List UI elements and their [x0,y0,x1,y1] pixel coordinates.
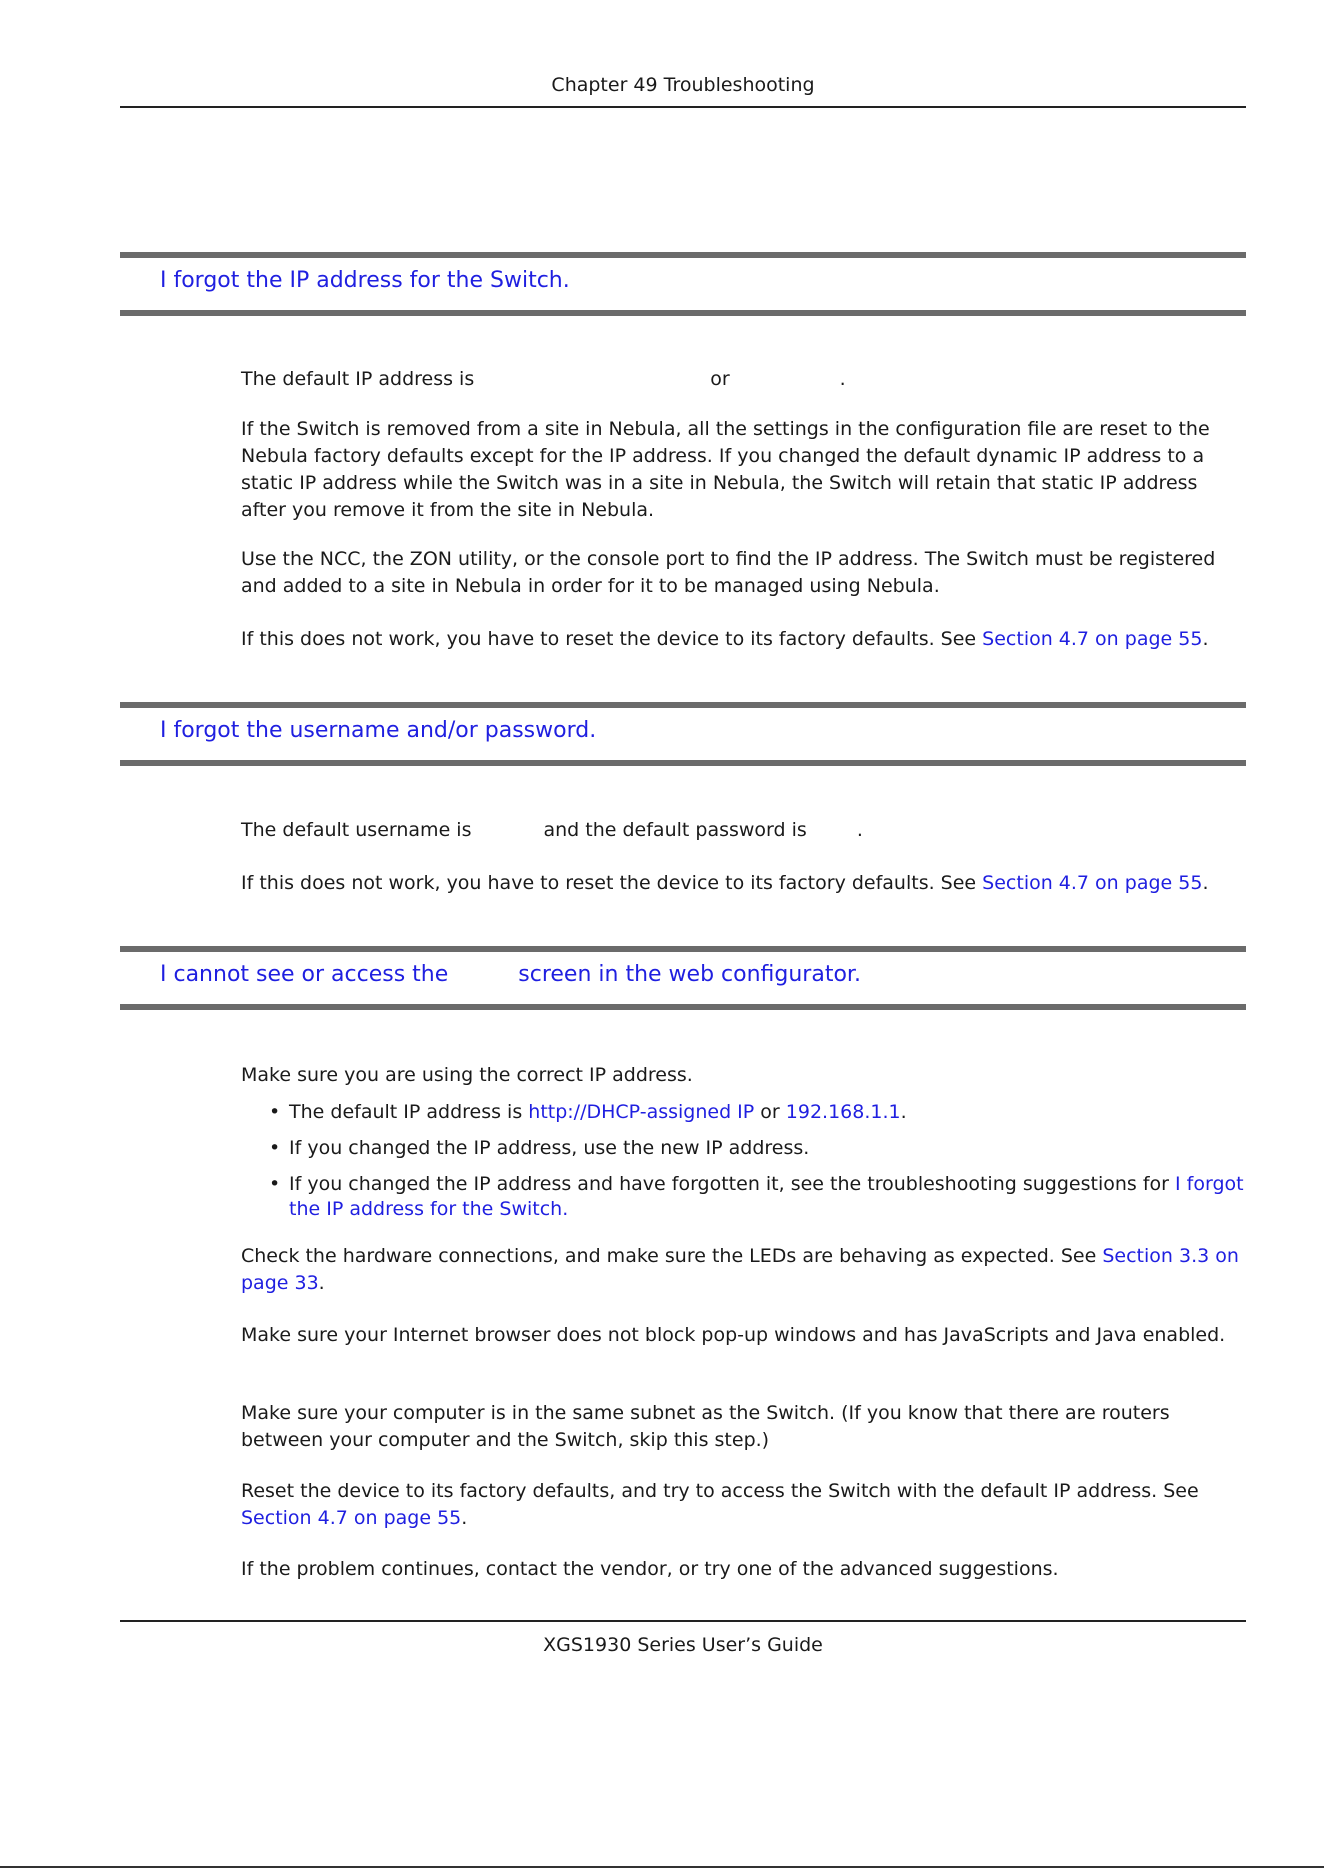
section-3-paragraph-1: Make sure you are using the correct IP address. [241,1064,693,1086]
list-item [241,1172,1246,1222]
section-1-top-rule [120,252,1246,258]
default-username-text: The default username is [241,819,472,841]
section-2-top-rule [120,702,1246,708]
section-1-paragraph-3: Use the NCC, the ZON utility, or the console port to find the IP address. The Switch must be registered and added to a site in Nebula in order for it to be managed using Nebula. [241,548,1216,597]
section-3-title [160,962,861,987]
dhcp-ip-link[interactable]: http://DHCP-assigned IP [528,1101,755,1123]
section-1-paragraph-2: If the Switch is removed from a site in Nebula, all the settings in the configuration file are reset to the Nebula factory defaults except for the IP address. If you changed the default dynamic IP address to a static IP address while the Switch was in a site in Nebula, the Switch will retain that static IP address after you remove it from the site in Nebula. [241,418,1210,521]
page-bottom-edge [0,1866,1324,1868]
list-item [241,1136,1246,1161]
section-4-7-link[interactable]: Section 4.7 on page 55 [241,1507,462,1529]
reset-text: Reset the device to its factory defaults, and try to access the Switch with the default IP address. See [241,1480,1199,1502]
section-1-title: I forgot the IP address for the Switch. [160,268,570,293]
running-footer: XGS1930 Series User’s Guide [543,1634,823,1656]
period: . [1202,628,1209,650]
period: . [900,1101,907,1123]
ip-address-bullet-list [241,1100,1246,1222]
bullet-text: If you changed the IP address, use the new IP address. [289,1137,810,1159]
bullet-icon: • [269,1173,281,1195]
period: . [856,819,863,841]
list-item [241,1100,1246,1125]
footer-rule [120,1620,1246,1622]
static-ip-link[interactable]: 192.168.1.1 [785,1101,901,1123]
section-3-title-part-1: I cannot see or access the [160,962,449,987]
bullet-icon: • [269,1101,281,1123]
or-text: or [710,368,730,390]
reset-text: If this does not work, you have to reset the device to its factory defaults. See [241,628,977,650]
period: . [1202,872,1209,894]
section-2-title: I forgot the username and/or password. [160,718,597,743]
section-4-7-link[interactable]: Section 4.7 on page 55 [982,872,1203,894]
period: . [318,1272,325,1294]
section-3-paragraph-5 [241,1478,1246,1532]
section-3-title-part-2: screen in the web configurator. [518,962,861,987]
section-4-7-link[interactable]: Section 4.7 on page 55 [982,628,1203,650]
section-3-top-rule [120,946,1246,952]
section-3-paragraph-2 [241,1243,1246,1297]
section-3-3-link[interactable]: Section 3.3 on page 33 [241,1245,1239,1294]
default-ip-text: The default IP address is [241,368,475,390]
period: . [461,1507,468,1529]
reset-text: If this does not work, you have to reset the device to its factory defaults. See [241,872,977,894]
section-1-bottom-rule [120,310,1246,316]
section-2-paragraph-2 [241,870,1246,897]
bullet-icon: • [269,1137,281,1159]
header-rule [120,106,1246,108]
bullet-text: If you changed the IP address and have forgotten it, see the troubleshooting suggestions for [289,1173,1169,1195]
default-password-text: and the default password is [543,819,807,841]
section-3-paragraph-4: Make sure your computer is in the same subnet as the Switch. (If you know that there are routers between your computer and the Switch, skip this step.) [241,1402,1170,1451]
or-text: or [760,1101,780,1123]
period: . [839,368,846,390]
section-2-bottom-rule [120,760,1246,766]
section-1-paragraph-4 [241,626,1246,653]
hardware-text: Check the hardware connections, and make sure the LEDs are behaving as expected. See [241,1245,1097,1267]
section-3-paragraph-6: If the problem continues, contact the vendor, or try one of the advanced suggestions. [241,1558,1059,1580]
section-3-paragraph-3: Make sure your Internet browser does not block pop-up windows and has JavaScripts and Java enabled. [241,1324,1226,1346]
section-3-bottom-rule [120,1004,1246,1010]
section-1-paragraph-1 [241,366,1246,393]
running-header: Chapter 49 Troubleshooting [551,74,815,96]
forgot-ip-link[interactable]: I forgot the IP address for the Switch. [289,1173,1244,1220]
section-2-paragraph-1 [241,817,1246,844]
bullet-text: The default IP address is [289,1101,523,1123]
